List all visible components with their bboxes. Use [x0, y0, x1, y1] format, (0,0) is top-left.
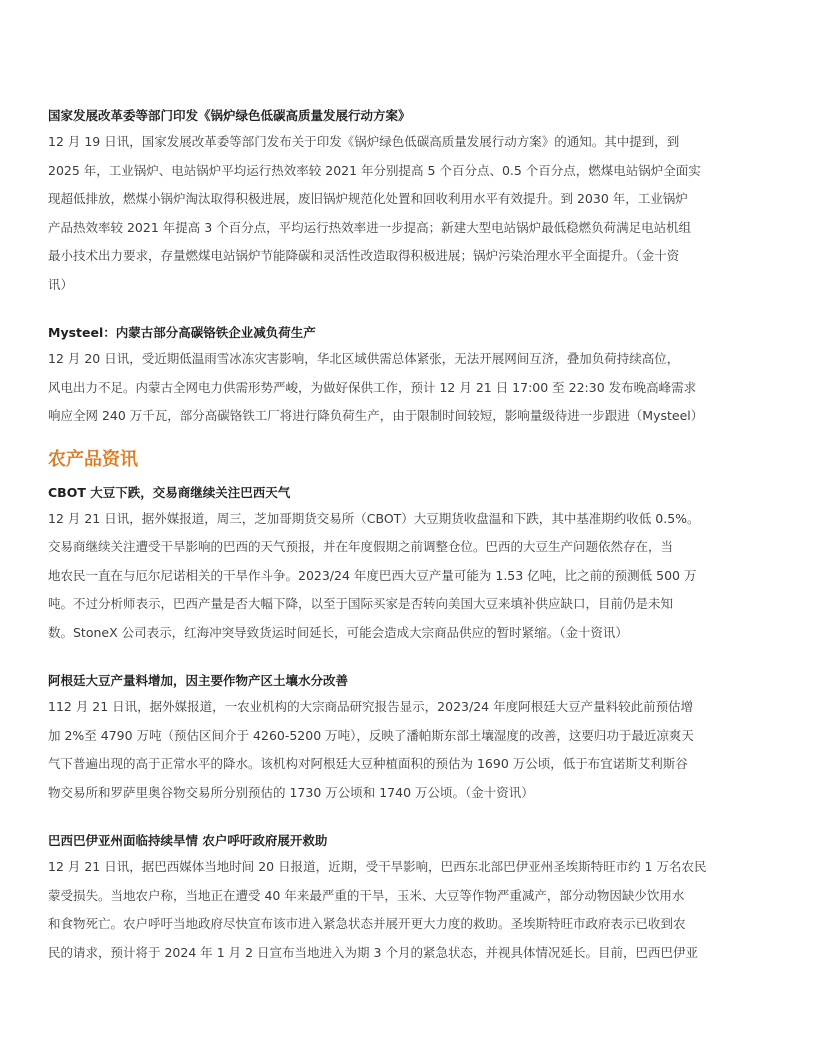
article-line: 2025 年，工业锅炉、电站锅炉平均运行热效率较 2021 年分别提高 5 个百分点、0.5 个百分点，燃煤电站锅炉全面实	[48, 162, 701, 178]
article-line: 蒙受损失。当地农户称，当地正在遭受 40 年来最严重的干旱，玉米、大豆等作物严重减产，部分动物因缺少饮用水	[48, 887, 685, 903]
article-inner-mongolia	[48, 321, 772, 431]
article-line: 响应全网 240 万千瓦，部分高碳铬铁工厂将进行降负荷生产，由于限制时间较短，影响量级待进一步跟进（Mysteel）	[48, 408, 704, 423]
article-headline: 巴西巴伊亚州面临持续旱情 农户呼吁政府展开救助	[48, 833, 328, 848]
article-line: 12 月 20 日讯，受近期低温雨雪冰冻灾害影响，华北区域供需总体紧张，无法开展网间互济，叠加负荷持续高位，	[48, 351, 680, 366]
article-line: 交易商继续关注遭受干旱影响的巴西的天气预报，并在年度假期之前调整仓位。巴西的大豆生产问题依然存在，当	[48, 539, 674, 554]
article-line: 吨。不过分析师表示，巴西产量是否大幅下降，以至于国际买家是否转向美国大豆来填补供应缺口，目前仍是未知	[48, 596, 674, 611]
article-headline: 国家发展改革委等部门印发《锅炉绿色低碳高质量发展行动方案》	[48, 108, 411, 123]
section-title-agriculture: 农产品资讯	[48, 448, 138, 470]
article-line: 12 月 19 日讯，国家发展改革委等部门发布关于印发《锅炉绿色低碳高质量发展行动方案》的通知。其中提到，到	[48, 134, 680, 149]
article-bahia-drought	[48, 829, 772, 967]
article-cbot-soybean	[48, 481, 772, 648]
article-line: 物交易所和罗萨里奥谷物交易所分别预估的 1730 万公顷和 1740 万公顷。（金十资讯）	[48, 784, 534, 800]
article-line: 民的请求，预计将于 2024 年 1 月 2 日宣布当地进入为期 3 个月的紧急状态，并视具体情况延长。目前，巴西巴伊亚	[48, 944, 698, 960]
article-headline: CBOT 大豆下跌，交易商继续关注巴西天气	[48, 484, 291, 500]
article-line: 气下普遍出现的高于正常水平的降水。该机构对阿根廷大豆种植面积的预估为 1690 万公顷，低于布宜诺斯艾利斯谷	[48, 756, 688, 771]
article-line: 12 月 21 日讯，据外媒报道，周三，芝加哥期货交易所（CBOT）大豆期货收盘温和下跌，其中基准期约收低 0.5%。	[48, 510, 700, 526]
article-line: 12 月 21 日讯，据巴西媒体当地时间 20 日报道，近期，受干旱影响，巴西东北部巴伊亚州圣埃斯特旺市约 1 万名农民	[48, 859, 707, 874]
article-boiler-plan	[48, 104, 772, 299]
article-line: 数。StoneX 公司表示，红海冲突导致货运时间延长，可能会造成大宗商品供应的暂时紧缩。（金十资讯）	[48, 624, 628, 640]
article-line: 加 2%至 4790 万吨（预估区间介于 4260-5200 万吨），反映了潘帕斯东部土壤湿度的改善，这要归功于最近凉爽天	[48, 727, 694, 743]
article-line: 112 月 21 日讯，据外媒报道，一农业机构的大宗商品研究报告显示，2023/24 年度阿根廷大豆产量料较此前预估增	[48, 699, 694, 714]
article-line: 产品热效率较 2021 年提高 3 个百分点，平均运行热效率进一步提高；新建大型电站锅炉最低稳燃负荷满足电站机组	[48, 219, 692, 235]
article-line: 最小技术出力要求，存量燃煤电站锅炉节能降碳和灵活性改造取得积极进展；锅炉污染治理水平全面提升。（金十资	[48, 248, 680, 263]
document-content	[48, 104, 772, 989]
article-line: 风电出力不足。内蒙古全网电力供需形势严峻，为做好保供工作，预计 12 月 21 日 17:00 至 22:30 发布晚高峰需求	[48, 379, 697, 395]
article-headline: 阿根廷大豆产量料增加，因主要作物产区土壤水分改善	[48, 673, 349, 688]
article-headline: Mysteel：内蒙古部分高碳铬铁企业减负荷生产	[48, 325, 316, 340]
article-line: 地农民一直在与厄尔尼诺相关的干旱作斗争。2023/24 年度巴西大豆产量可能为 1.53 亿吨，比之前的预测低 500 万	[48, 567, 697, 583]
article-line: 和食物死亡。农户呼吁当地政府尽快宣布该市进入紧急状态并展开更大力度的救助。圣埃斯特旺市政府表示已收到农	[48, 916, 686, 931]
article-argentina-soybean	[48, 669, 772, 807]
article-line: 讯）	[48, 276, 74, 292]
article-line: 现超低排放，燃煤小锅炉淘汰取得积极进展，废旧锅炉规范化处置和回收利用水平有效提升。到 2030 年，工业锅炉	[48, 191, 688, 206]
